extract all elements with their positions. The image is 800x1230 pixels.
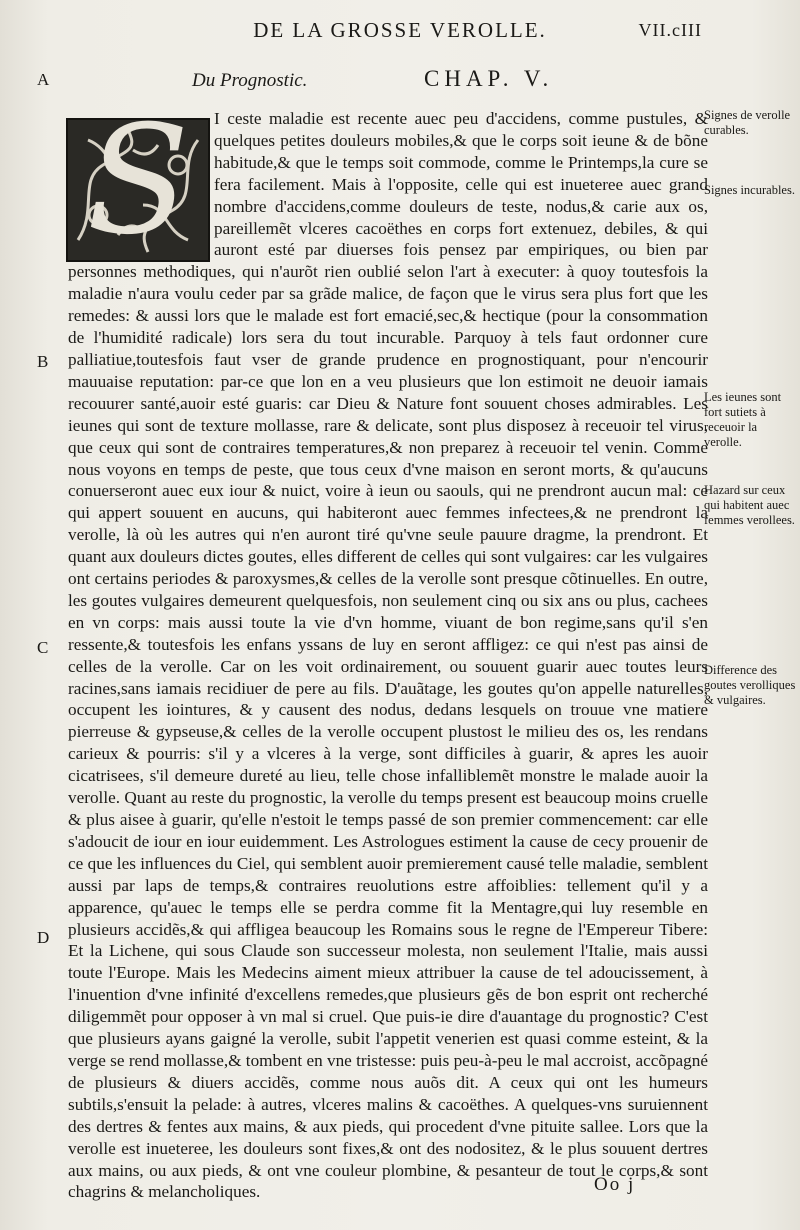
- margin-note: Signes de verolle curables.: [704, 108, 791, 137]
- margin-note: Difference des goutes verolliques & vulgaires.: [704, 663, 796, 707]
- initial-letter: S: [86, 118, 190, 262]
- running-title: DE LA GROSSE VEROLLE.: [253, 18, 547, 42]
- signature-mark-a: A: [37, 70, 50, 89]
- main-text: [68, 108, 708, 1203]
- chapter-heading: [192, 66, 672, 100]
- signature-mark-d: D: [37, 928, 50, 947]
- margin-note: Les ieunes sont fort sutiets à receuoir la verolle.: [704, 390, 782, 449]
- signature-mark-b: B: [37, 352, 49, 371]
- body-paragraph: I ceste maladie est recente auec peu d'accidens, comme pustules, & quelques petites douleurs mobiles,& que le corps soit ieune & de bõne habitude,& que le temps soit commode, comme le Printemps,la cure se fera facilement. Mais à l'opposite, celle qui est inueteree auec grand nombre d'accidens,comme douleurs de teste, nodus,& carie aux os, pareillemẽt vlceres cacoëthes en corps fort extenuez, debiles, & qui auront esté par diuerses fois pensez par empiriques, ou bien par personnes methodiques, qui n'aurõt rien oublié selon l'art à executer: à quoy toutesfois la maladie n'aura voulu ceder par sa grãde malice, de façon que le virus sera plus fort que les remedes: & aussi lors que le malade est fort emacié,sec,& hectique (pour la consommation de l'humidité radicale) lors sera du tout incurable. Parquoy à tels faut ordonner cure palliatiue,toutesfois faut vser de grande prudence en prognostiquant, pour n'encourir mauuaise reputation: par-ce que lon en a veu plusieurs que lon estimoit ne deuoir iamais recouurer santé,auoir esté guaris: car Dieu & Nature font souuent choses admirables. Les ieunes qui sont de texture mollasse, rare & delicate, sont plus disposez à receuoir tel virus, que ceux qui sont de contraires temperatures,& non preparez à receuoir tel venin. Comme nous voyons en temps de peste, que tous ceux d'vne maison en seront morts, & qu'aucuns conuerseront auec eux iour & nuict, voire à ieun ou saouls, qui ne prendront aucun mal: ce qui appert souuent en aucuns, qui habiteront auec femmes infectees,& ne prendront la verolle, là où les autres qui n'en auront tiré qu'vne seule pauure dragme, la prendront. Et quant aux douleurs dictes goutes, elles different de celles qui sont vulgaires: car les vulgaires ont certains periodes & paroxysmes,& celles de la verolle sont presque cõtinuelles. En outre, les goutes vulgaires demeurent quelquesfois, non seulement cinq ou six ans ou plus, cachees en vn corps: mais aussi toute la vie d'vn homme, viuant de bon regime,sans qu'il s'en ressente,& toutesfois les enfans yssans de luy en seront affligez: ce qui n'est pas ainsi de celles de la verolle. Car on les voit ordinairement, ou souuent guarir auec toutes leurs racines,sans iamais recidiuer de pere au fils. D'auãtage, les goutes qu'on appelle naturelles, occupent les iointures, & y causent des nodus, dedans lesquels on trouue vne matiere pierreuse & gypseuse,& celles de la verolle occupent plustost le milieu des os, les rendans carieux & pourris: s'il y a vlceres à la verge, sont difficiles à guarir, & apres les auoir cicatrisees, s'il demeure dureté au lieu, telle chose infalliblemẽt monstre le malade auoir la verolle. Quant au reste du prognostic, la verolle du temps present est beaucoup moins cruelle & plus aisee à guarir, qu'elle n'estoit le temps passé de son premier commencement: car elle s'adoucit de iour en iour euidemment. Les Astrologues estiment la cause de cecy prouenir de ce que les influences du Ciel, qui semblent auoir premierement causé telle maladie, semblent aussi par laps de temps,& contraires reuolutions estre affoiblies: tellement qu'il y a apparence, qu'auec le temps elle se perdra comme fit la Mentagre,qui luy resemble en plusieurs accidẽs,& qui affligea beaucoup les Romains sous le regne de l'Empereur Tibere: Et la Lichene, qui sous Claude son successeur molesta, non seulement l'Italie, mais aussi toute l'Europe. Mais les Medecins aiment mieux attribuer la cause de tel adoucissement, à l'inuention d'vne infinité d'excellens remedes,que plusieurs gẽs de bon esprit ont recherché diligemmẽt pour opposer à vn mal si cruel. Que puis-ie dire d'auantage du prognostic? C'est que plusieurs ayans gaigné la verolle, subit l'appetit venerien est quasi comme esteint, & la verge se rend mollasse,& tombent en vne tristesse: puis peu-à-peu le mal accroist, accõpagné de plusieurs & diuers accidẽs, comme nous auõs dit. A ceux qui ont les humeurs subtils,s'ensuit la pelade: à autres, vlceres malins & cacoëthes. A quelques-vns suruiennent des dertres & fentes aux mains, & aux pieds, qui procedent d'vne pituite sallee. Lors que la verolle est inueteree, les douleurs sont fixes,& ont des nodositez, & le plus souuent dertres aux mains, ou aux pieds, & ont vne couleur plombine, & pesanteur de tout le corps,& sont chagrins & melancholiques.: [68, 109, 708, 1202]
- margin-note: Signes incurables.: [704, 183, 795, 197]
- margin-note: Hazard sur ceux qui habitent auec femmes verollees.: [704, 483, 795, 527]
- folio-number: VII.cIII: [638, 20, 702, 40]
- signature-mark-c: C: [37, 638, 49, 657]
- catchword: Oo j: [594, 1174, 636, 1195]
- chapter-number: CHAP. V.: [424, 66, 554, 91]
- chapter-subject: Du Prognostic.: [192, 70, 308, 91]
- initial-spacer: [68, 110, 214, 260]
